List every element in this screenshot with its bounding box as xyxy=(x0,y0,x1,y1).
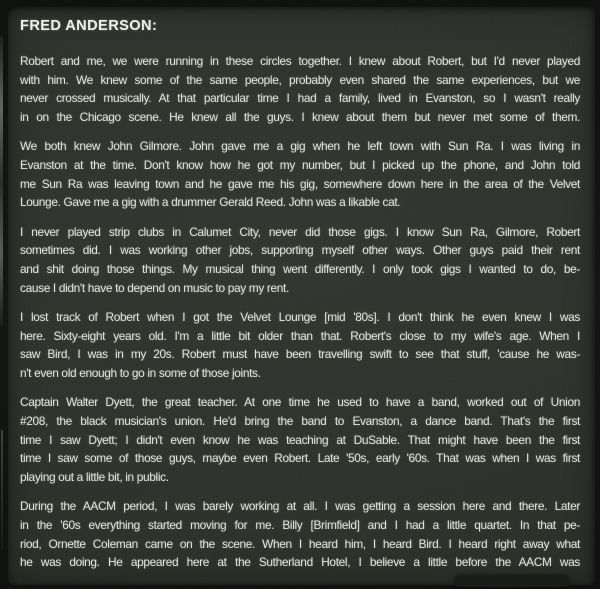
paragraph xyxy=(20,308,580,383)
scan-shadow-patch xyxy=(455,575,569,587)
text-line: Lounge. Gave me a gig with a drummer Gerald Reed. John was a likable cat. xyxy=(20,195,401,210)
page-title: FRED ANDERSON: xyxy=(20,18,158,34)
text-line: never crossed musically. At that particular time I had a family, lived in Evanston, so I wasn't really xyxy=(20,91,580,106)
text-line: in the '60s everything started moving for me. Billy [Brimfield] and I had a little quartet. In that pe- xyxy=(20,517,580,532)
text-line: time I saw Dyett; I didn't even know he was teaching at DuSable. That might have been the first xyxy=(20,432,580,447)
text-line: here. Sixty-eight years old. I'm a little bit older than that. Robert's close to my wife's age. When I xyxy=(20,328,580,343)
text-line: Captain Walter Dyett, the great teacher. At one time he used to have a band, worked out of Union xyxy=(20,395,580,410)
page-surface xyxy=(8,7,595,585)
text-line: in on the Chicago scene. He knew all the guys. I knew about them but never met some of them. xyxy=(20,110,580,125)
paragraph xyxy=(20,497,580,572)
text-line: cause I didn't have to depend on music to pay my rent. xyxy=(20,280,289,295)
scan-edge-streak xyxy=(0,36,3,326)
page-content xyxy=(20,19,580,572)
text-line: time I saw some of those guys, maybe even Robert. Late '50s, early '60s. That was when I was first xyxy=(20,451,580,466)
text-line: During the AACM period, I was barely working at all. I was getting a session here and there. Later xyxy=(20,499,580,514)
text-line: We both knew John Gilmore. John gave me a gig when he left town with Sun Ra. I was living in xyxy=(20,139,580,154)
text-line: he was doing. He appeared here at the Sutherland Hotel, I believe a little before the AACM was xyxy=(20,555,580,570)
text-line: me Sun Ra was leaving town and he gave me his gig, somewhere down here in the area of the Velvet xyxy=(20,176,580,191)
text-line: with him. We knew some of the same people, probably even shared the same experiences, but we xyxy=(20,72,580,87)
paragraph xyxy=(20,137,580,212)
text-line: riod, Ornette Coleman came on the scene. When I heard him, I heard Bird. I heard right away what xyxy=(20,536,580,551)
text-line: I lost track of Robert when I got the Velvet Lounge [mid '80s]. I don't think he even knew I was xyxy=(20,309,580,324)
text-line: #208, the black musician's union. He'd bring the band to Evanston, a dance band. That's the first xyxy=(20,413,580,428)
text-line: saw Bird, I was in my 20s. Robert must have been travelling swift to see that stuff, 'cause he was- xyxy=(20,347,580,362)
text-line: Robert and me, we were running in these circles together. I knew about Robert, but I'd never played xyxy=(20,54,580,68)
text-line: n't even old enough to go in some of those joints. xyxy=(20,366,261,381)
text-line: Evanston at the time. Don't know how he got my number, but I picked up the phone, and John told xyxy=(20,158,580,173)
paragraph xyxy=(20,52,580,127)
text-line: playing out a little bit, in public. xyxy=(20,470,169,485)
text-line: I never played strip clubs in Calumet City, never did those gigs. I know Sun Ra, Gilmore, Robert xyxy=(20,224,580,239)
paragraph xyxy=(20,223,580,298)
paragraphs-container xyxy=(20,52,580,572)
text-line: and shit doing those things. My musical thing went differently. I only took gigs I wanted to do, be- xyxy=(20,262,580,277)
scan-edge-streak-lower xyxy=(1,430,3,550)
paragraph xyxy=(20,393,580,487)
text-line: sometimes did. I was working other jobs, supporting myself other ways. Other guys paid their rent xyxy=(20,243,580,258)
